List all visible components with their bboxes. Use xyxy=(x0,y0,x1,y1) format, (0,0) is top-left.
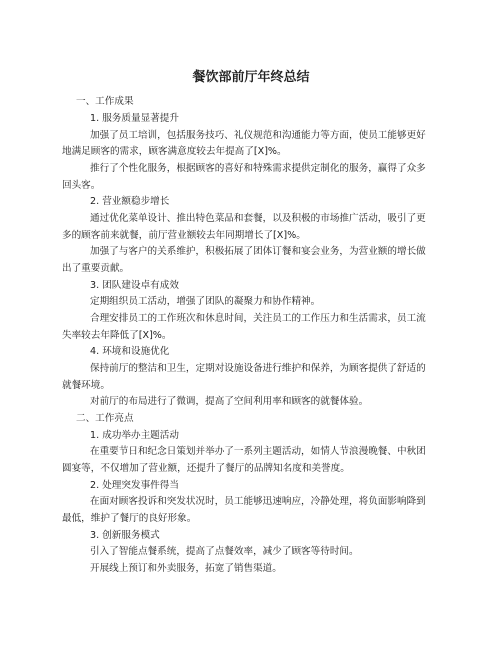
paragraph-line: 出了重要贡献。 xyxy=(62,263,130,274)
paragraph-line: 地满足顾客的需求，顾客满意度较去年提高了[X]%。 xyxy=(62,146,287,157)
paragraph-line: 对前厅的布局进行了微调，提高了空间利用率和顾客的就餐体验。 xyxy=(90,396,369,407)
paragraph-line: 引入了智能点餐系统，提高了点餐效率，减少了顾客等待时间。 xyxy=(90,546,359,557)
paragraph-line: 加强了与客户的关系维护，积极拓展了团体订餐和宴会业务，为营业额的增长做 xyxy=(90,246,426,257)
subsection-heading: 3. 团队建设卓有成效 xyxy=(90,280,179,291)
paragraph-line: 保持前厅的整洁和卫生，定期对设施设备进行维护和保养，为顾客提供了舒适的 xyxy=(90,363,426,374)
paragraph-line: 在面对顾客投诉和突发状况时，员工能够迅速响应，冷静处理，将负面影响降到 xyxy=(90,496,426,507)
paragraph-line: 最低，维护了餐厅的良好形象。 xyxy=(62,513,197,524)
subsection-heading: 3. 创新服务模式 xyxy=(90,530,160,541)
section-heading: 一、工作成果 xyxy=(76,96,134,107)
subsection-heading: 2. 营业额稳步增长 xyxy=(90,196,170,207)
paragraph-line: 就餐环境。 xyxy=(62,380,110,391)
subsection-heading: 1. 成功举办主题活动 xyxy=(90,430,179,441)
paragraph-line: 回头客。 xyxy=(62,180,101,191)
paragraph-line: 多的顾客前来就餐，前厅营业额较去年同期增长了[X]%。 xyxy=(62,230,306,241)
paragraph-line: 合理安排员工的工作班次和休息时间，关注员工的工作压力和生活需求，员工流 xyxy=(90,313,426,324)
paragraph-line: 加强了员工培训，包括服务技巧、礼仪规范和沟通能力等方面，使员工能够更好 xyxy=(90,130,426,141)
paragraph-line: 圆宴等，不仅增加了营业额，还提升了餐厅的品牌知名度和美誉度。 xyxy=(62,463,350,474)
subsection-heading: 1. 服务质量显著提升 xyxy=(90,113,179,124)
paragraph-line: 通过优化菜单设计、推出特色菜品和套餐，以及积极的市场推广活动，吸引了更 xyxy=(90,213,426,224)
paragraph-line: 定期组织员工活动，增强了团队的凝聚力和协作精神。 xyxy=(90,296,321,307)
section-heading: 二、工作亮点 xyxy=(76,413,134,424)
paragraph-line: 在重要节日和纪念日策划并举办了一系列主题活动，如情人节浪漫晚餐、中秋团 xyxy=(90,446,426,457)
subsection-heading: 4. 环境和设施优化 xyxy=(90,346,170,357)
subsection-heading: 2. 处理突发事件得当 xyxy=(90,480,179,491)
paragraph-line: 开展线上预订和外卖服务，拓宽了销售渠道。 xyxy=(90,563,282,574)
document-title: 餐饮部前厅年终总结 xyxy=(192,70,310,85)
paragraph-line: 推行了个性化服务，根据顾客的喜好和特殊需求提供定制化的服务，赢得了众多 xyxy=(90,163,426,174)
paragraph-line: 失率较去年降低了[X]%。 xyxy=(62,330,172,341)
